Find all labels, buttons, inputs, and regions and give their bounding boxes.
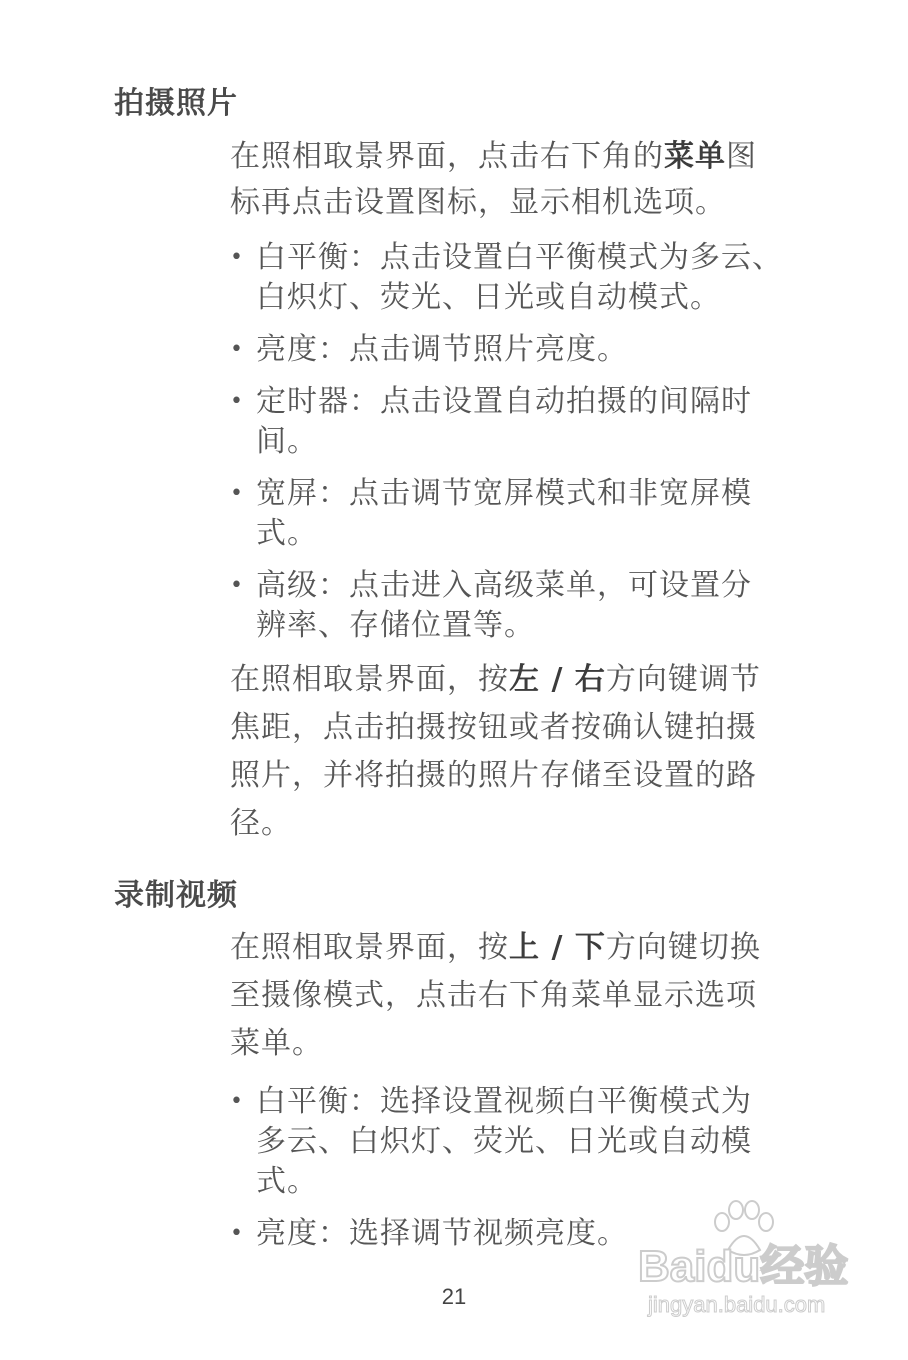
watermark-url: jingyan.baidu.com xyxy=(648,1292,826,1317)
list-item-text: 亮度：选择调节视频亮度。 xyxy=(256,1216,628,1251)
baidu-watermark xyxy=(638,1230,868,1330)
list-item xyxy=(230,382,830,462)
list-item-text: 多云、白炽灯、荧光、日光或自动模 xyxy=(256,1124,752,1159)
list-item-text: 白炽灯、荧光、日光或自动模式。 xyxy=(256,280,721,315)
menu-keyword: 菜单 xyxy=(664,139,726,174)
section-heading-video: 录制视频 xyxy=(114,878,238,913)
intro-text: 图 xyxy=(726,139,757,174)
outro-text: 方向键调节 xyxy=(605,662,761,697)
outro-text: 在照相取景界面，按 xyxy=(230,662,509,697)
intro-text: 在照相取景界面，按 xyxy=(230,930,509,965)
intro-text: 在照相取景界面，点击右下角的 xyxy=(230,139,664,174)
outro-text: 焦距，点击拍摄按钮或者按确认键拍摄 xyxy=(230,710,757,745)
left-right-keyword: 左 / 右 xyxy=(509,662,606,697)
list-item-text: 高级：点击进入高级菜单，可设置分 xyxy=(256,568,752,603)
section-heading-photo: 拍摄照片 xyxy=(114,86,238,121)
list-item xyxy=(230,566,830,646)
outro-text: 照片，并将拍摄的照片存储至设置的路 xyxy=(230,758,757,793)
outro-text: 径。 xyxy=(230,806,292,841)
list-item-text: 亮度：点击调节照片亮度。 xyxy=(256,332,628,367)
bullet-icon: • xyxy=(230,1089,244,1114)
list-item xyxy=(230,1082,830,1202)
bullet-icon: • xyxy=(230,245,244,270)
page-number: 21 xyxy=(441,1284,467,1309)
list-item-text: 辨率、存储位置等。 xyxy=(256,608,535,643)
video-intro-paragraph xyxy=(230,924,790,1068)
up-down-keyword: 上 / 下 xyxy=(509,930,606,965)
bullet-icon: • xyxy=(230,337,244,362)
photo-outro-paragraph xyxy=(230,656,790,848)
list-item-text: 式。 xyxy=(256,516,318,551)
photo-intro-paragraph xyxy=(230,134,790,226)
list-item xyxy=(230,330,830,370)
list-item xyxy=(230,238,830,318)
list-item-text: 式。 xyxy=(256,1164,318,1199)
intro-text: 方向键切换 xyxy=(605,930,761,965)
bullet-icon: • xyxy=(230,389,244,414)
bullet-icon: • xyxy=(230,573,244,598)
intro-text: 至摄像模式，点击右下角菜单显示选项 xyxy=(230,978,757,1013)
list-item-text: 间。 xyxy=(256,424,318,459)
intro-text: 标再点击设置图标，显示相机选项。 xyxy=(230,185,726,220)
list-item-text: 定时器：点击设置自动拍摄的间隔时 xyxy=(256,384,752,419)
watermark-logo: Baidu经验 xyxy=(638,1242,849,1291)
bullet-icon: • xyxy=(230,481,244,506)
list-item-text: 宽屏：点击调节宽屏模式和非宽屏模 xyxy=(256,476,752,511)
list-item xyxy=(230,474,830,554)
bullet-icon: • xyxy=(230,1221,244,1246)
list-item-text: 白平衡：选择设置视频白平衡模式为 xyxy=(256,1084,752,1119)
intro-text: 菜单。 xyxy=(230,1026,323,1061)
list-item-text: 白平衡：点击设置白平衡模式为多云、 xyxy=(256,240,783,275)
